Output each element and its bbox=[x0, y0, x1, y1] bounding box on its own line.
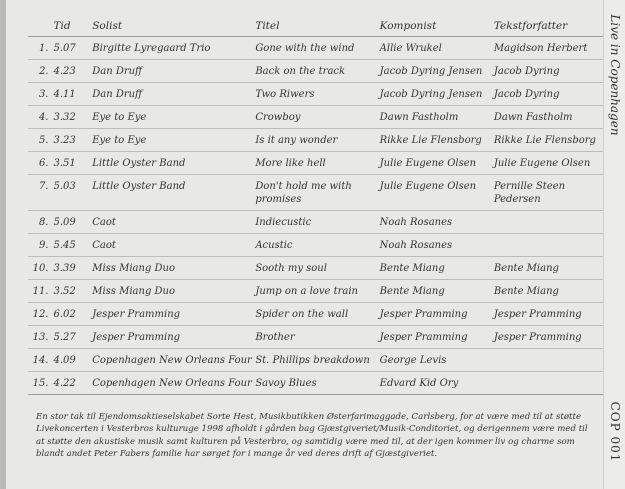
track-composer: Allie Wrukel bbox=[380, 37, 494, 60]
track-title: Back on the track bbox=[255, 60, 379, 83]
track-number: 15. bbox=[28, 372, 53, 395]
track-number: 5. bbox=[28, 129, 53, 152]
table-row bbox=[28, 372, 606, 395]
track-time: 4.23 bbox=[53, 60, 92, 83]
spine bbox=[603, 0, 625, 489]
table-row bbox=[28, 175, 606, 211]
track-number: 13. bbox=[28, 326, 53, 349]
table-row bbox=[28, 257, 606, 280]
track-lyricist: Magidson Herbert bbox=[494, 37, 606, 60]
table-header-row bbox=[28, 20, 606, 37]
track-title: Crowboy bbox=[255, 106, 379, 129]
table-row bbox=[28, 37, 606, 60]
track-composer: Noah Rosanes bbox=[380, 234, 494, 257]
track-soloist: Dan Druff bbox=[92, 60, 255, 83]
track-title: Don't hold me with promises bbox=[255, 175, 379, 211]
header-komponist: Komponist bbox=[380, 20, 494, 37]
table-row bbox=[28, 152, 606, 175]
track-time: 4.09 bbox=[53, 349, 92, 372]
track-lyricist: Jesper Pramming bbox=[494, 326, 606, 349]
header-tid: Tid bbox=[53, 20, 92, 37]
track-composer: Jacob Dyring Jensen bbox=[380, 83, 494, 106]
table-row bbox=[28, 303, 606, 326]
track-soloist: Jesper Pramming bbox=[92, 303, 255, 326]
track-title: Indiecustic bbox=[255, 211, 379, 234]
track-composer: Jesper Pramming bbox=[380, 303, 494, 326]
track-lyricist bbox=[494, 372, 606, 395]
track-number: 1. bbox=[28, 37, 53, 60]
track-number: 11. bbox=[28, 280, 53, 303]
track-title: Is it any wonder bbox=[255, 129, 379, 152]
track-lyricist: Pernille Steen Pedersen bbox=[494, 175, 606, 211]
track-lyricist: Dawn Fastholm bbox=[494, 106, 606, 129]
track-title: Acustic bbox=[255, 234, 379, 257]
track-soloist: Copenhagen New Orleans Four bbox=[92, 349, 255, 372]
track-lyricist bbox=[494, 234, 606, 257]
table-row bbox=[28, 234, 606, 257]
track-time: 4.22 bbox=[53, 372, 92, 395]
track-time: 3.23 bbox=[53, 129, 92, 152]
track-composer: Dawn Fastholm bbox=[380, 106, 494, 129]
track-lyricist: Jacob Dyring bbox=[494, 60, 606, 83]
track-soloist: Eye to Eye bbox=[92, 129, 255, 152]
track-time: 3.39 bbox=[53, 257, 92, 280]
track-soloist: Little Oyster Band bbox=[92, 175, 255, 211]
track-composer: Edvard Kid Ory bbox=[380, 372, 494, 395]
table-row bbox=[28, 326, 606, 349]
track-time: 5.03 bbox=[53, 175, 92, 211]
track-time: 3.51 bbox=[53, 152, 92, 175]
track-number: 12. bbox=[28, 303, 53, 326]
track-composer: Jesper Pramming bbox=[380, 326, 494, 349]
track-composer: Bente Miang bbox=[380, 280, 494, 303]
track-lyricist: Julie Eugene Olsen bbox=[494, 152, 606, 175]
track-soloist: Caot bbox=[92, 234, 255, 257]
track-number: 3. bbox=[28, 83, 53, 106]
track-lyricist: Rikke Lie Flensborg bbox=[494, 129, 606, 152]
track-number: 2. bbox=[28, 60, 53, 83]
track-number: 9. bbox=[28, 234, 53, 257]
track-soloist: Little Oyster Band bbox=[92, 152, 255, 175]
track-composer: Julie Eugene Olsen bbox=[380, 152, 494, 175]
table-row bbox=[28, 106, 606, 129]
track-title: Two Riwers bbox=[255, 83, 379, 106]
track-soloist: Eye to Eye bbox=[92, 106, 255, 129]
track-list-sheet bbox=[6, 0, 606, 489]
track-title: Gone with the wind bbox=[255, 37, 379, 60]
track-title: St. Phillips breakdown bbox=[255, 349, 379, 372]
track-soloist: Jesper Pramming bbox=[92, 326, 255, 349]
track-soloist: Caot bbox=[92, 211, 255, 234]
track-soloist: Copenhagen New Orleans Four bbox=[92, 372, 255, 395]
track-composer: Rikke Lie Flensborg bbox=[380, 129, 494, 152]
track-number: 14. bbox=[28, 349, 53, 372]
track-time: 5.27 bbox=[53, 326, 92, 349]
track-lyricist bbox=[494, 349, 606, 372]
table-row bbox=[28, 83, 606, 106]
track-composer: Jacob Dyring Jensen bbox=[380, 60, 494, 83]
track-time: 3.52 bbox=[53, 280, 92, 303]
track-composer: George Levis bbox=[380, 349, 494, 372]
catalog-number: COP 001 bbox=[608, 401, 622, 463]
track-composer: Noah Rosanes bbox=[380, 211, 494, 234]
track-time: 5.07 bbox=[53, 37, 92, 60]
table-row bbox=[28, 280, 606, 303]
track-time: 5.09 bbox=[53, 211, 92, 234]
track-time: 5.45 bbox=[53, 234, 92, 257]
table-row bbox=[28, 60, 606, 83]
track-lyricist: Jacob Dyring bbox=[494, 83, 606, 106]
table-row bbox=[28, 129, 606, 152]
spine-title: Live in Copenhagen bbox=[608, 14, 622, 136]
track-lyricist: Bente Miang bbox=[494, 257, 606, 280]
track-title: More like hell bbox=[255, 152, 379, 175]
track-lyricist: Jesper Pramming bbox=[494, 303, 606, 326]
header-number bbox=[28, 20, 53, 37]
track-number: 6. bbox=[28, 152, 53, 175]
track-soloist: Miss Miang Duo bbox=[92, 257, 255, 280]
header-solist: Solist bbox=[92, 20, 255, 37]
acknowledgement-text: En stor tak til Ejendomsaktieselskabet Sorte Hest, Musikbutikken Østerfarimaggade, Carlsberg, for at være med til at støtte Livekoncerten i Vesterbros kulturuge 1998 afholdt i gården bag Gjæstgiveriet/Musik-Conditoriet, og derigennem være med til at støtte den akustiske musik samt kulturen på Vesterbro, og samtidig være med til, at der igen kommer liv og charme som blandt andet Peter Fabers familie har sørget for i mange år ved deres drift af Gjæstgiveriet. bbox=[36, 412, 588, 459]
track-time: 3.32 bbox=[53, 106, 92, 129]
track-title: Jump on a love train bbox=[255, 280, 379, 303]
track-soloist: Dan Druff bbox=[92, 83, 255, 106]
table-row bbox=[28, 211, 606, 234]
track-rows bbox=[28, 37, 606, 395]
track-soloist: Birgitte Lyregaard Trio bbox=[92, 37, 255, 60]
track-lyricist bbox=[494, 211, 606, 234]
track-number: 8. bbox=[28, 211, 53, 234]
track-composer: Julie Eugene Olsen bbox=[380, 175, 494, 211]
header-tekstforfatter: Tekstforfatter bbox=[494, 20, 606, 37]
table-row bbox=[28, 349, 606, 372]
header-titel: Titel bbox=[255, 20, 379, 37]
track-number: 10. bbox=[28, 257, 53, 280]
track-time: 6.02 bbox=[53, 303, 92, 326]
track-number: 4. bbox=[28, 106, 53, 129]
track-soloist: Miss Miang Duo bbox=[92, 280, 255, 303]
track-number: 7. bbox=[28, 175, 53, 211]
track-time: 4.11 bbox=[53, 83, 92, 106]
track-title: Sooth my soul bbox=[255, 257, 379, 280]
track-title: Savoy Blues bbox=[255, 372, 379, 395]
track-title: Brother bbox=[255, 326, 379, 349]
track-title: Spider on the wall bbox=[255, 303, 379, 326]
track-composer: Bente Miang bbox=[380, 257, 494, 280]
track-table bbox=[28, 20, 606, 395]
track-lyricist: Bente Miang bbox=[494, 280, 606, 303]
